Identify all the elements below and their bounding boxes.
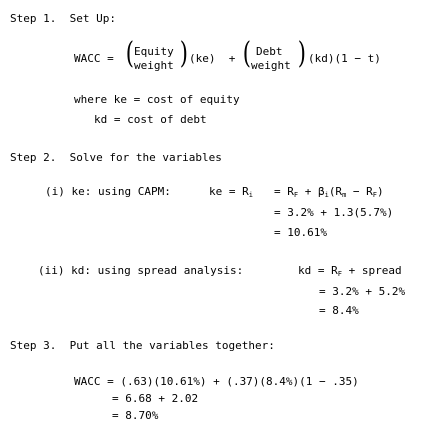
capm-substitution: = 3.2% + 1.3(5.7%) — [274, 206, 394, 219]
kd-term: (kd)(1 − t) — [308, 52, 381, 65]
spread-label: (ii) kd: using spread analysis: — [38, 264, 244, 277]
capm-formula: = $R_F + \beta_i(R_m - R_F)$ — [274, 185, 384, 199]
spread-result: = 8.4% — [319, 304, 359, 317]
step3-heading: Step 3. Put all the variables together: — [10, 339, 275, 352]
spread-substitution: = 3.2% + 5.2% — [319, 285, 406, 298]
ke-equation: ke = $R_i$ — [209, 185, 253, 199]
debt-weight-top: Debt — [256, 45, 283, 58]
step2-heading: Step 2. Solve for the variables — [10, 151, 222, 164]
kd-equation: kd = $R_F$ + spread — [298, 264, 402, 278]
left-paren: ( — [125, 36, 134, 71]
ke-term: (ke) + — [189, 52, 236, 65]
wacc-computation: WACC = (.63)(10.61%) + (.37)(8.4%)(1 − .35) — [74, 375, 359, 388]
wacc-sum: = 6.68 + 2.02 — [112, 392, 199, 405]
where-line: where ke = cost of equity — [74, 93, 240, 106]
capm-result: = 10.61% — [274, 226, 327, 239]
left-paren: ( — [242, 36, 251, 71]
right-paren: ) — [297, 36, 306, 71]
kd-definition-line: kd = cost of debt — [94, 113, 207, 126]
step1-heading: Step 1. Set Up: — [10, 12, 116, 25]
wacc-label: WACC = — [74, 52, 114, 65]
debt-weight-bottom: weight — [251, 59, 291, 72]
equity-weight-top: Equity — [134, 45, 174, 58]
equity-weight-bottom: weight — [134, 59, 174, 72]
capm-label: (i) ke: using CAPM: — [45, 185, 171, 198]
right-paren: ) — [179, 36, 188, 71]
wacc-result: = 8.70% — [112, 409, 159, 422]
